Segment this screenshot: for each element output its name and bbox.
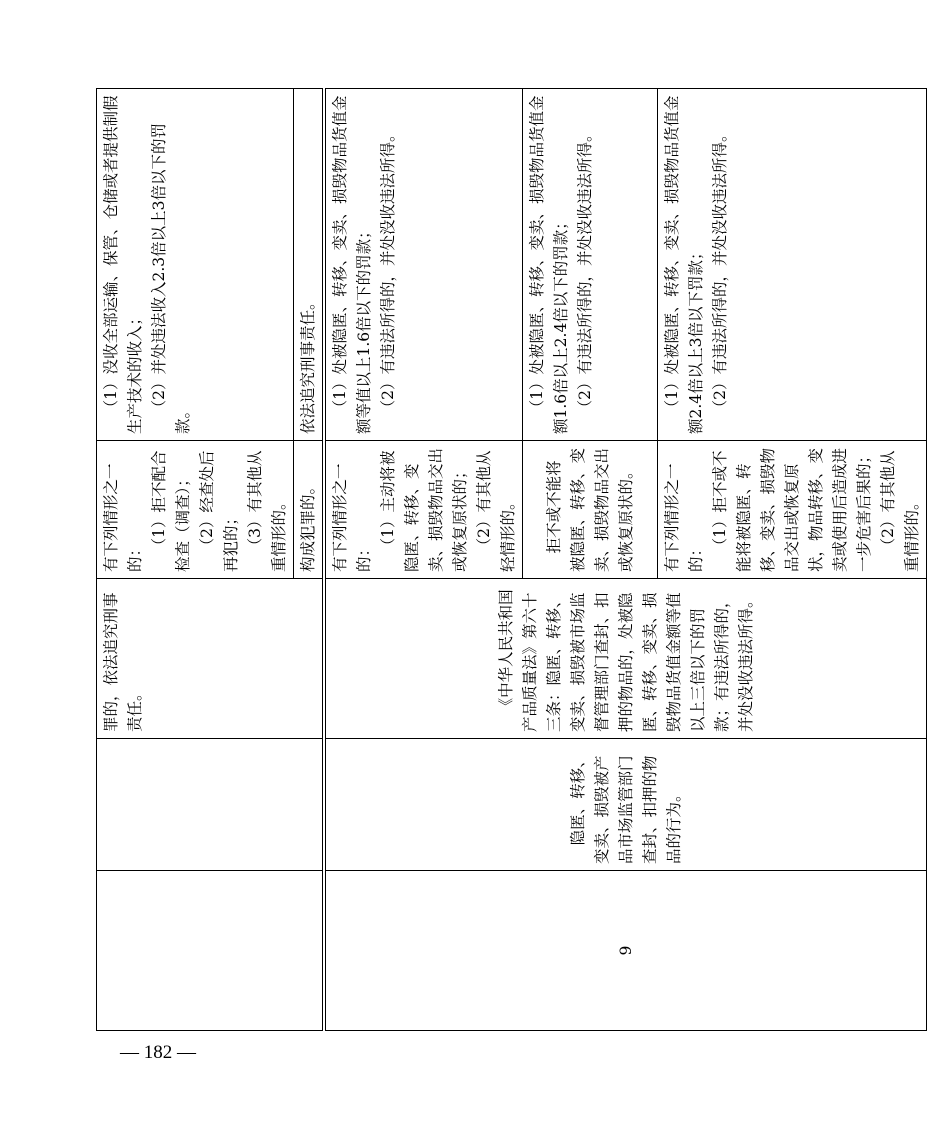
penalty-cell bbox=[97, 89, 294, 441]
penalty-line: （1）处被隐匿、转移、变卖、损毁物品货值金额等值以上1.6倍以下的罚款； bbox=[331, 95, 373, 434]
circumstance-line: （1）拒不配合检查（调查）； bbox=[150, 450, 192, 572]
penalty-line: （2）并处违法收入2.3倍以上3倍以下的罚款。 bbox=[150, 123, 192, 434]
circumstance-line: （1）主动将被隐匿、转移、变卖、损毁物品交出或恢复原状的； bbox=[379, 447, 469, 572]
law-text: 罪的，依法追究刑事责任。 bbox=[102, 592, 144, 732]
law-text: 《中华人民共和国产品质量法》第六十三条：隐匿、转移、变卖、损毁被市场监督管理部门查封、扣押的物品的，处被隐匿、转移、变卖、损毁物品货值金额等值以上三倍以下的罚款；有违法所得的，并处没收违法所得。 bbox=[497, 589, 755, 732]
circumstance-line: （2）有其他从轻情形的。 bbox=[475, 450, 517, 572]
penalty-cell bbox=[324, 89, 523, 441]
rotated-table-wrapper bbox=[96, 88, 921, 1031]
behavior-text: 隐匿、转移、变卖、损毁被产品市场监管部门查封、扣押的物品的行为。 bbox=[569, 752, 683, 864]
circumstance-line: （3）有其他从重情形的。 bbox=[246, 450, 288, 572]
table-row bbox=[97, 89, 294, 1031]
circumstance-line: 拒不或不能将被隐匿、转移、变卖、损毁物品交出或恢复原状的。 bbox=[545, 447, 635, 572]
circumstance-line: （2）经查处后再犯的； bbox=[198, 450, 240, 572]
law-cell bbox=[324, 579, 927, 739]
number-cell-empty bbox=[97, 871, 325, 1031]
page-number: — 182 — bbox=[120, 1042, 196, 1063]
circumstance-line: 有下列情形之一的： bbox=[663, 463, 705, 572]
penalty-line: （2）有违法所得的，并处没收违法所得。 bbox=[576, 126, 594, 416]
circumstance-line: 有下列情形之一的： bbox=[102, 463, 144, 572]
circumstance-cell bbox=[658, 441, 927, 579]
circumstance-cell bbox=[97, 441, 294, 579]
crime-penalty-text: 依法追究刑事责任。 bbox=[299, 294, 317, 434]
behavior-cell-empty bbox=[97, 739, 325, 871]
penalty-cell bbox=[658, 89, 927, 441]
crime-circumstance-text: 构成犯罪的。 bbox=[299, 478, 317, 572]
penalty-line: （2）有违法所得的，并处没收违法所得。 bbox=[379, 126, 397, 416]
circumstance-cell bbox=[523, 441, 658, 579]
circumstance-line: （1）拒不或不能将被隐匿、转移、变卖、损毁物品交出或恢复原状，物品转移、变卖或使用后造成进一步危害后果的； bbox=[711, 447, 873, 572]
crime-penalty-cell bbox=[294, 89, 325, 441]
circumstance-line: 有下列情形之一的： bbox=[331, 463, 373, 572]
crime-circumstance-cell bbox=[294, 441, 325, 579]
penalty-cell bbox=[523, 89, 658, 441]
circumstance-cell bbox=[324, 441, 523, 579]
penalty-line: （1）处被隐匿、转移、变卖、损毁物品货值金额1.6倍以上2.4倍以下的罚款； bbox=[528, 95, 570, 434]
circumstance-line: （2）有其他从重情形的。 bbox=[879, 450, 921, 572]
number-cell bbox=[324, 871, 927, 1031]
row-number: 9 bbox=[617, 945, 635, 956]
penalty-standard-table bbox=[96, 88, 927, 1031]
penalty-line: （2）有违法所得的，并处没收违法所得。 bbox=[711, 126, 729, 416]
law-cell bbox=[97, 579, 325, 739]
penalty-line: （1）处被隐匿、转移、变卖、损毁物品货值金额2.4倍以上3倍以下罚款； bbox=[663, 95, 705, 434]
behavior-cell bbox=[324, 739, 927, 871]
penalty-line: （1）没收全部运输、保管、仓储或者提供制假生产技术的收入； bbox=[102, 95, 144, 434]
table-row bbox=[324, 89, 523, 1031]
